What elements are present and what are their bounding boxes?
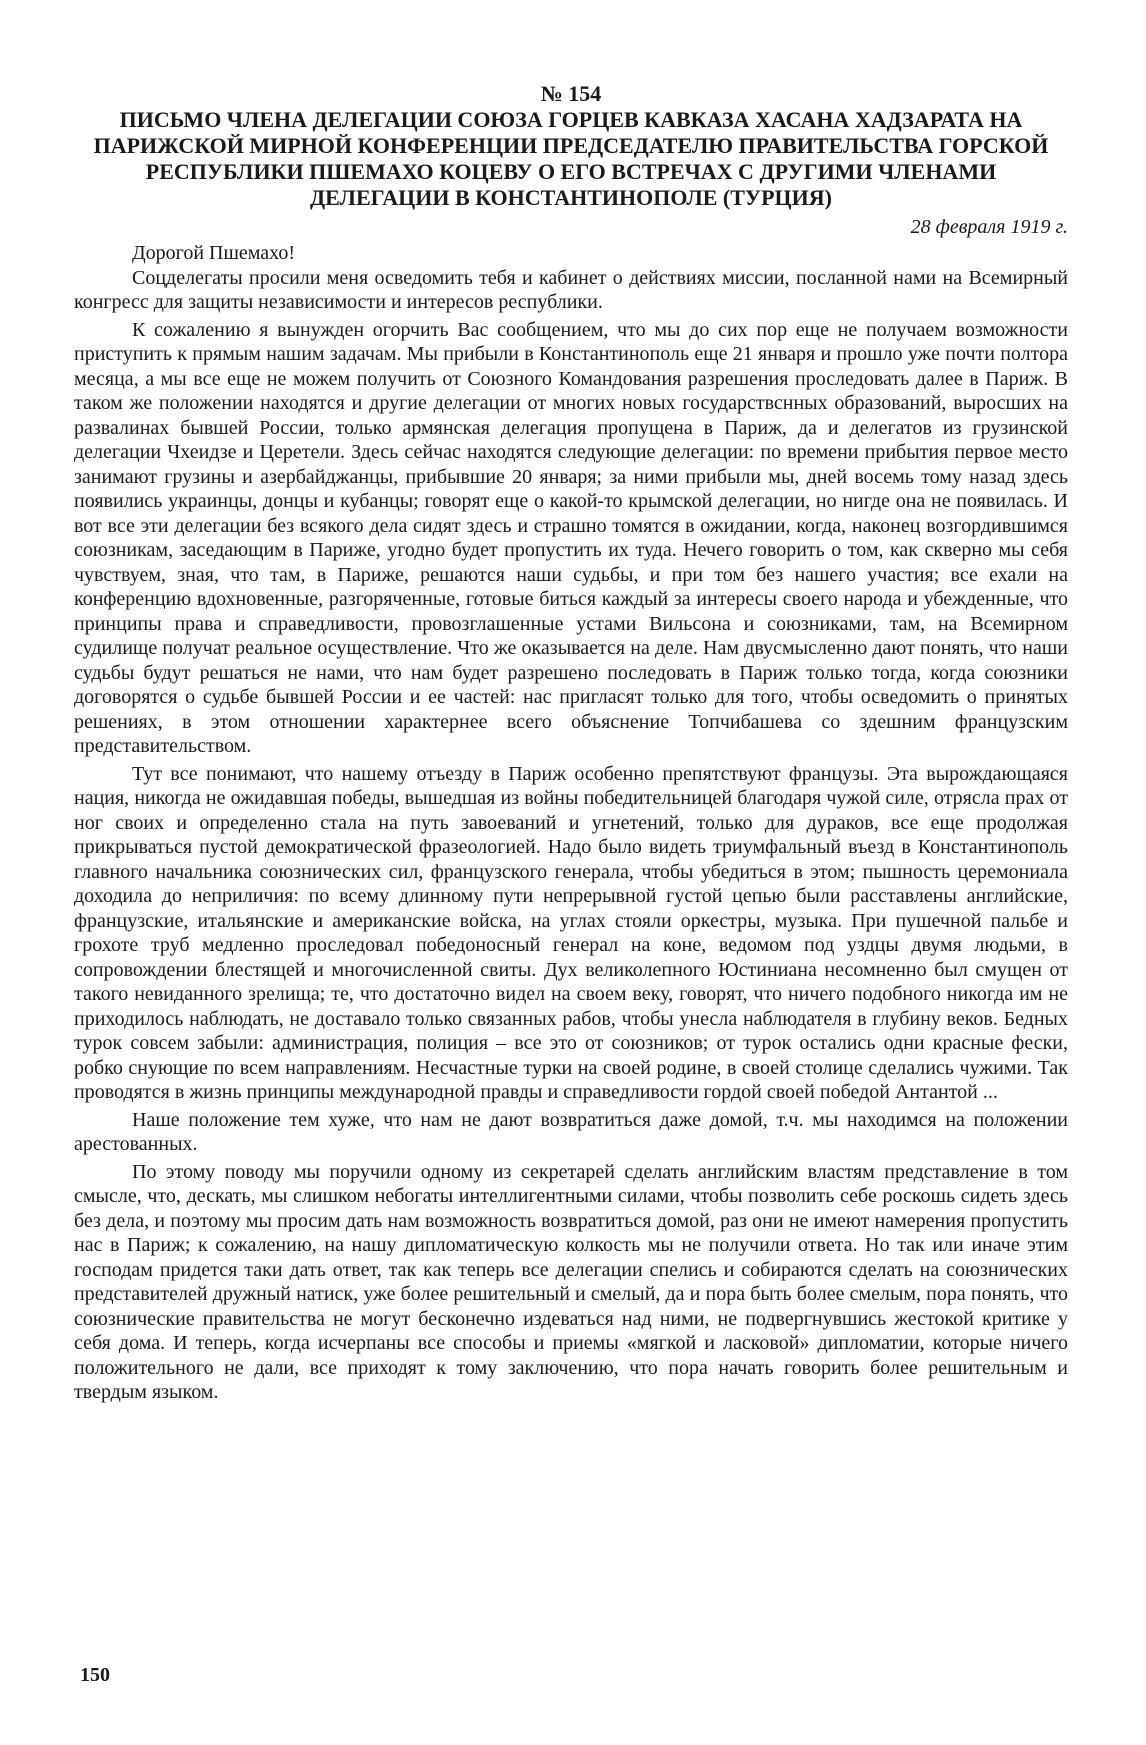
document-title: ПИСЬМО ЧЛЕНА ДЕЛЕГАЦИИ СОЮЗА ГОРЦЕВ КАВКАЗА ХАСАНА ХАДЗАРАТА НА ПАРИЖСКОЙ МИРНОЙ КОНФЕРЕНЦИИ ПРЕДСЕДАТЕЛЮ ПРАВИТЕЛЬСТВА ГОРСКОЙ РЕСПУБЛИКИ ПШЕМАХО КОЦЕВУ О ЕГО ВСТРЕЧАХ С ДРУГИМИ ЧЛЕНАМИ ДЕЛЕГАЦИИ В КОНСТАНТИНОПОЛЕ (ТУРЦИЯ) — [93, 107, 1049, 210]
page-number: 150 — [80, 1664, 110, 1686]
paragraph-1: Соцделегаты просили меня осведомить тебя и кабинет о действиях миссии, посланной нами на Всемирный конгресс для защиты независимости и интересов республики. — [74, 266, 1068, 313]
paragraph-5: По этому поводу мы поручили одному из секретарей сделать английским властям представление в том смысле, что, дескать, мы слишком небогаты интеллигентными силами, чтобы позволить себе роскошь сидеть здесь без дела, и поэтому мы просим дать нам возможность возвратиться домой, раз они не имеют намерения пропустить нас в Париж; к сожалению, на нашу дипломатическую колкость мы не получили ответа. Но так или иначе этим господам придется таки дать ответ, так как теперь все делегации спелись и собираются сделать на союзнических представителей дружный натиск, уже более решительный и смелый, да и пора быть более смелым, пора понять, что союзнические правительства не могут бесконечно издеваться над ними, не подвергнувшись жестокой критике у себя дома. И теперь, когда исчерпаны все способы и приемы «мягкой и ласковой» дипломатии, которые ничего положительного не дали, все приходят к тому заключению, что пора начать говорить более решительным и твердым языком. — [74, 1160, 1068, 1403]
document-page — [74, 80, 1068, 1408]
letter-salutation: Дорогой Пшемахо! — [132, 242, 296, 264]
document-date: 28 февраля 1919 г. — [910, 216, 1068, 238]
paragraph-2: К сожалению я вынужден огорчить Вас сообщением, что мы до сих пор еще не получаем возможности приступить к прямым нашим задачам. Мы прибыли в Константинополь еще 21 января и прошло уже почти полтора месяца, а мы все еще не можем получить от Союзного Командования разрешения проследовать далее в Париж. В таком же положении находятся и другие делегации от многих новых государствснных образований, выросших на развалинах бывшей России, только армянская делегация пропущена в Париж, да и делегатов из грузинской делегации Чхеидзе и Церетели. Здесь сейчас находятся следующие делегации: по времени прибытия первое место занимают грузины и азербайджанцы, прибывшие 20 января; за ними прибыли мы, дней восемь тому назад здесь появились украинцы, донцы и кубанцы; говорят еще о какой-то крымской делегации, но нигде она не появилась. И вот все эти делегации без всякого дела сидят здесь и страшно томятся в ожидании, когда, наконец возгордившимся союзникам, заседающим в Париже, угодно будет пропустить их туда. Нечего говорить о том, как скверно мы себя чувствуем, зная, что там, в Париже, решаются наши судьбы, и при том без нашего участия; все ехали на конференцию вдохновенные, разгоряченные, готовые биться каждый за интересы своего народа и убежденные, что принципы права и справедливости, провозглашенные устами Вильсона и союзниками, там, на Всемирном судилище получат реальное осуществление. Что же оказывается на деле. Нам двусмысленно дают понять, что наши судьбы будут решаться не нами, что нам будет разрешено последовать в Париж только тогда, когда союзники договорятся о судьбе бывшей России и ее частей: нас пригласят только для того, чтобы осведомить о принятых решениях, в этом отношении характернее всего объяснение Топчибашева со здешним французским представительством. — [74, 318, 1068, 757]
paragraph-3: Тут все понимают, что нашему отъезду в Париж особенно препятствуют французы. Эта вырождающаяся нация, никогда не ожидавшая победы, вышедшая из войны победительницей благодаря чужой силе, отрясла прах от ног своих и определенно стала на путь завоеваний и угнетений, только для дураков, все еще продолжая прикрываться пустой демократической фразеологией. Надо было видеть триумфальный въезд в Константинополь главного начальника союзнических сил, французского генерала, чтобы убедиться в этом; пышность церемониала доходила до неприличия: по всему длинному пути непрерывной густой цепью были расставлены английские, французские, итальянские и американские войска, на углах стояли оркестры, музыка. При пушечной пальбе и грохоте труб медленно проследовал победоносный генерал на коне, ведомом под уздцы двумя людьми, в сопровождении блестящей и многочисленной свиты. Дух великолепного Юстиниана несомненно был смущен от такого невиданного зрелища; те, что достаточно видел на своем веку, говорят, что ничего подобного никогда им не приходилось наблюдать, не доставало только связанных рабов, чтобы унесла наблюдателя в глубину веков. Бедных турок совсем забыли: администрация, полиция – все это от союзников; от турок остались одни красные фески, робко снующие по всем направлениям. Несчастные турки на своей родине, в своей столице сделались чужими. Так проводятся в жизнь принципы международной правды и справедливости гордой своей победой Антантой ... — [74, 762, 1068, 1103]
paragraph-4: Наше положение тем хуже, что нам не дают возвратиться даже домой, т.ч. мы находимся на положении арестованных. — [74, 1108, 1068, 1155]
document-number: № 154 — [540, 81, 602, 106]
